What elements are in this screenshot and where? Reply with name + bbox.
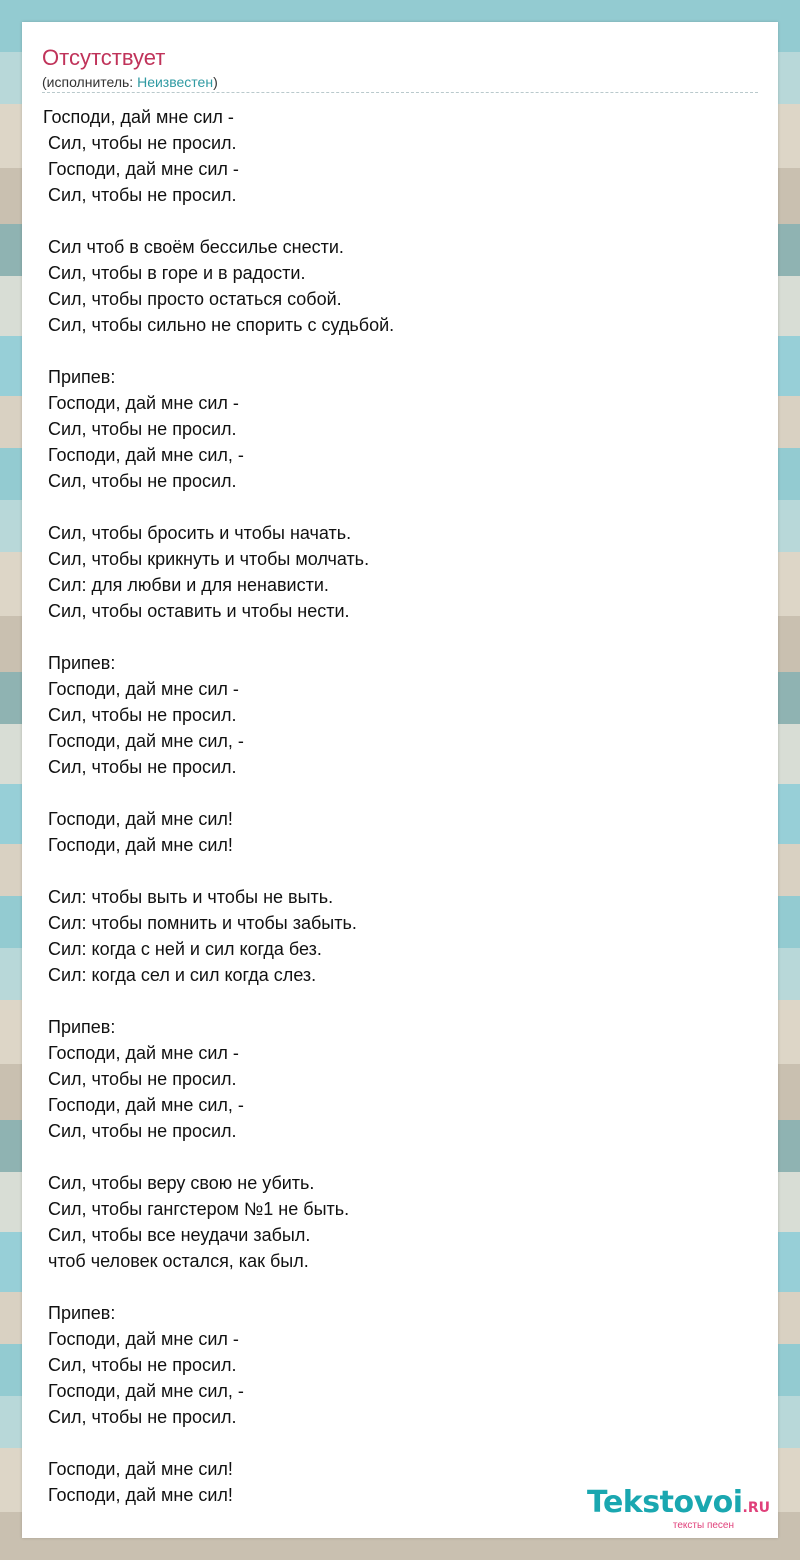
lyric-line: Сил: чтобы помнить и чтобы забыть. [43, 913, 357, 933]
lyric-line: Сил, чтобы не просил. [43, 1407, 237, 1427]
artist-suffix: ) [213, 74, 218, 90]
lyric-line [43, 988, 394, 1014]
lyric-line [43, 858, 394, 884]
lyric-line: Сил, чтобы не просил. [43, 1355, 237, 1375]
site-logo[interactable] [587, 1487, 770, 1532]
lyric-line: Господи, дай мне сил - [43, 159, 239, 179]
lyric-line: Господи, дай мне сил, - [43, 445, 244, 465]
lyric-line [43, 1274, 394, 1300]
lyric-line: Припев: [43, 1017, 116, 1037]
lyric-line: Сил, чтобы не просил. [43, 471, 237, 491]
lyric-line: Сил чтоб в своём бессилье снести. [43, 237, 344, 257]
lyric-line [43, 338, 394, 364]
lyric-line: Припев: [43, 653, 116, 673]
lyric-line: Сил, чтобы не просил. [43, 133, 237, 153]
artist-line [42, 73, 218, 91]
lyric-line: Сил, чтобы не просил. [43, 185, 237, 205]
lyric-line: Сил, чтобы не просил. [43, 757, 237, 777]
logo-main-text: Tekstovoi [586, 1485, 743, 1520]
lyric-line: Господи, дай мне сил - [43, 1329, 239, 1349]
lyric-line: Сил: чтобы выть и чтобы не выть. [43, 887, 334, 907]
lyric-line [43, 1144, 394, 1170]
lyric-line: Сил, чтобы не просил. [43, 1069, 237, 1089]
logo-tagline: тексты песен [672, 1520, 734, 1531]
lyric-line [43, 624, 394, 650]
lyric-line: Сил, чтобы веру свою не убить. [43, 1173, 315, 1193]
lyric-line: Сил, чтобы в горе и в радости. [43, 263, 306, 283]
lyric-line: Господи, дай мне сил - [43, 679, 239, 699]
lyric-line: Сил, чтобы просто остаться собой. [43, 289, 342, 309]
lyric-line: Господи, дай мне сил, - [43, 1095, 244, 1115]
lyric-line: Сил, чтобы все неудачи забыл. [43, 1225, 311, 1245]
lyrics-card [22, 22, 778, 1538]
logo-wordmark [587, 1487, 770, 1524]
artist-prefix: (исполнитель: [42, 74, 138, 90]
lyric-line: Господи, дай мне сил - [43, 1043, 239, 1063]
lyric-line: Сил, чтобы не просил. [43, 1121, 237, 1141]
lyric-line [43, 208, 394, 234]
artist-link[interactable]: Неизвестен [137, 74, 214, 90]
lyric-line: Сил: для любви и для ненависти. [43, 575, 329, 595]
lyric-line: Сил, чтобы оставить и чтобы нести. [43, 601, 350, 621]
lyric-line: Господи, дай мне сил! [43, 835, 233, 855]
lyric-line: Сил, чтобы крикнуть и чтобы молчать. [43, 549, 370, 569]
lyrics-text [43, 104, 394, 1508]
lyric-line [43, 1430, 394, 1456]
lyric-line: Припев: [43, 367, 116, 387]
lyric-line: Сил, чтобы бросить и чтобы начать. [43, 523, 352, 543]
lyric-line: Господи, дай мне сил, - [43, 731, 244, 751]
lyric-line: Сил, чтобы сильно не спорить с судьбой. [43, 315, 395, 335]
lyric-line: Припев: [43, 1303, 116, 1323]
logo-domain-suffix: .RU [742, 1500, 770, 1516]
lyric-line: Сил: когда с ней и сил когда без. [43, 939, 322, 959]
header-divider [42, 92, 758, 93]
lyric-line: Сил, чтобы не просил. [43, 705, 237, 725]
lyric-line: Господи, дай мне сил! [43, 1459, 233, 1479]
lyric-line: Господи, дай мне сил, - [43, 1381, 244, 1401]
lyric-line: Господи, дай мне сил! [43, 1485, 233, 1505]
lyric-line: Сил, чтобы не просил. [43, 419, 237, 439]
lyric-line: Господи, дай мне сил! [43, 809, 233, 829]
lyric-line: Сил: когда сел и сил когда слез. [43, 965, 317, 985]
lyric-line: Сил, чтобы гангстером №1 не быть. [43, 1199, 350, 1219]
lyric-line: Господи, дай мне сил - [43, 393, 239, 413]
lyric-line: Господи, дай мне сил - [43, 107, 234, 127]
lyric-line [43, 494, 394, 520]
lyric-line [43, 780, 394, 806]
song-title: Отсутствует [42, 45, 166, 70]
lyric-line: чтоб человек остался, как был. [43, 1251, 309, 1271]
